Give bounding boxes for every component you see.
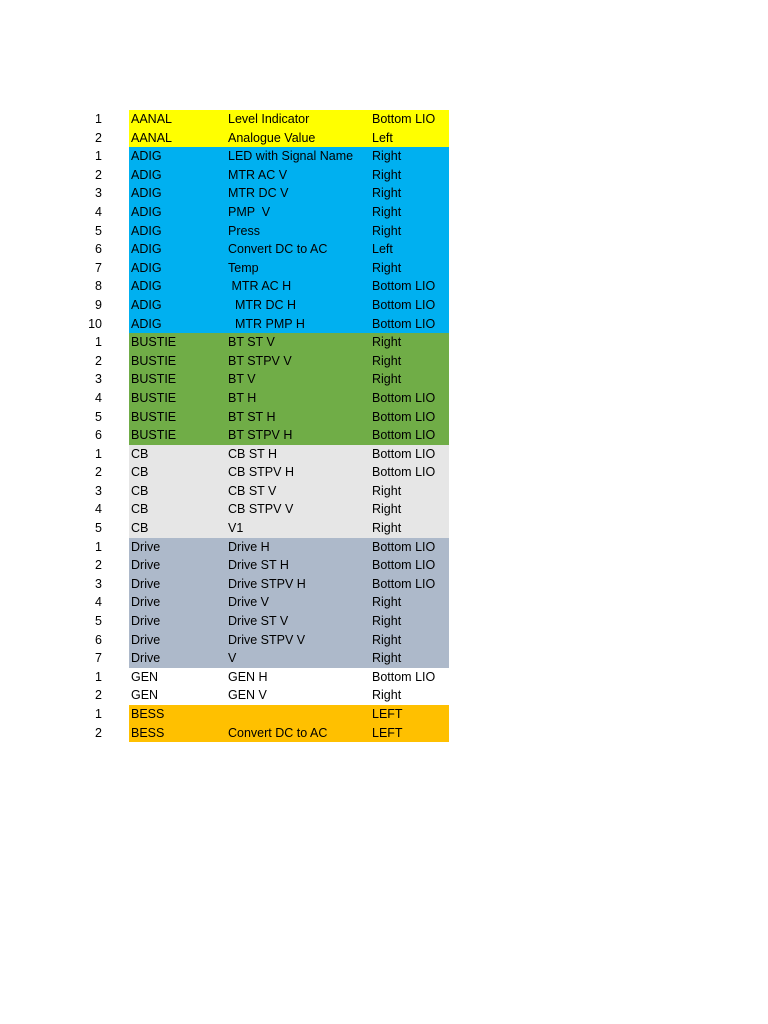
category-cell[interactable]: CB xyxy=(131,521,149,536)
category-cell[interactable]: AANAL xyxy=(131,130,172,145)
row-color-band xyxy=(129,129,449,148)
table-row xyxy=(88,315,449,334)
row-color-band xyxy=(129,389,449,408)
row-color-band xyxy=(129,315,449,334)
name-cell[interactable]: Press xyxy=(228,223,260,238)
row-number-cell[interactable]: 1 xyxy=(88,705,129,724)
name-cell[interactable]: BT V xyxy=(228,372,256,387)
row-color-band xyxy=(129,631,449,650)
name-cell[interactable]: Drive ST V xyxy=(228,614,289,629)
name-cell[interactable]: Analogue Value xyxy=(228,130,316,145)
table-row xyxy=(88,240,449,259)
table-row xyxy=(88,129,449,148)
row-color-band xyxy=(129,649,449,668)
row-number-cell[interactable]: 4 xyxy=(88,500,129,519)
position-cell[interactable]: Bottom LIO xyxy=(372,297,436,312)
row-number-cell[interactable]: 4 xyxy=(88,593,129,612)
category-cell[interactable]: Drive xyxy=(131,614,161,629)
row-color-band xyxy=(129,445,449,464)
row-color-band xyxy=(129,352,449,371)
category-cell[interactable]: CB xyxy=(131,465,149,480)
category-cell[interactable]: BUSTIE xyxy=(131,390,177,405)
row-number-cell[interactable]: 7 xyxy=(88,649,129,668)
row-color-band xyxy=(129,370,449,389)
row-number-cell[interactable]: 7 xyxy=(88,259,129,278)
row-number-cell[interactable]: 8 xyxy=(88,277,129,296)
row-color-band xyxy=(129,277,449,296)
category-cell[interactable]: ADIG xyxy=(131,186,162,201)
table-row xyxy=(88,166,449,185)
position-cell[interactable]: LEFT xyxy=(372,725,403,740)
category-cell[interactable]: ADIG xyxy=(131,167,162,182)
row-number-cell[interactable]: 2 xyxy=(88,686,129,705)
position-cell[interactable]: Left xyxy=(372,242,393,257)
name-cell[interactable]: GEN V xyxy=(228,688,267,703)
row-color-band xyxy=(129,259,449,278)
row-number-cell[interactable]: 4 xyxy=(88,203,129,222)
row-number-cell[interactable]: 2 xyxy=(88,724,129,743)
row-color-band xyxy=(129,500,449,519)
category-cell[interactable]: CB xyxy=(131,483,149,498)
position-cell[interactable]: Bottom LIO xyxy=(372,446,436,461)
position-cell[interactable]: Right xyxy=(372,632,402,647)
table-row xyxy=(88,519,449,538)
category-cell[interactable]: BUSTIE xyxy=(131,335,177,350)
row-number-cell[interactable]: 9 xyxy=(88,296,129,315)
name-cell[interactable]: Level Indicator xyxy=(228,112,310,126)
position-cell[interactable]: Bottom LIO xyxy=(372,576,436,591)
name-cell[interactable]: BT ST V xyxy=(228,335,275,350)
table-row xyxy=(88,705,449,724)
position-cell[interactable]: Bottom LIO xyxy=(372,669,436,684)
position-cell[interactable]: Right xyxy=(372,223,402,238)
name-cell[interactable]: V xyxy=(228,651,237,666)
position-cell[interactable]: Right xyxy=(372,335,402,350)
row-number-cell[interactable]: 6 xyxy=(88,631,129,650)
row-number-cell[interactable]: 2 xyxy=(88,166,129,185)
row-number-cell[interactable]: 1 xyxy=(88,538,129,557)
row-number-cell[interactable]: 6 xyxy=(88,426,129,445)
row-color-band xyxy=(129,240,449,259)
table-row xyxy=(88,500,449,519)
table-row xyxy=(88,259,449,278)
category-cell[interactable]: ADIG xyxy=(131,242,162,257)
row-color-band xyxy=(129,408,449,427)
row-number-cell[interactable]: 2 xyxy=(88,556,129,575)
category-cell[interactable]: BUSTIE xyxy=(131,409,177,424)
row-number-cell[interactable]: 10 xyxy=(88,315,129,334)
table-row xyxy=(88,333,449,352)
row-color-band xyxy=(129,556,449,575)
position-cell[interactable]: Right xyxy=(372,483,402,498)
name-cell[interactable]: Drive ST H xyxy=(228,558,289,573)
position-cell[interactable]: Right xyxy=(372,688,402,703)
table-row xyxy=(88,222,449,241)
name-cell[interactable]: Drive STPV V xyxy=(228,632,306,647)
name-cell[interactable]: V1 xyxy=(228,521,244,536)
category-cell[interactable]: Drive xyxy=(131,632,161,647)
row-number-cell[interactable]: 3 xyxy=(88,575,129,594)
row-number-cell[interactable]: 5 xyxy=(88,408,129,427)
table-row xyxy=(88,482,449,501)
category-cell[interactable]: AANAL xyxy=(131,112,172,126)
name-cell[interactable]: BT STPV V xyxy=(228,353,292,368)
row-number-cell[interactable]: 4 xyxy=(88,389,129,408)
position-cell[interactable]: Right xyxy=(372,651,402,666)
table-row xyxy=(88,370,449,389)
name-cell[interactable]: Drive V xyxy=(228,595,269,610)
row-color-band xyxy=(129,110,449,129)
table-row xyxy=(88,631,449,650)
category-cell[interactable]: Drive xyxy=(131,595,161,610)
position-cell[interactable]: Right xyxy=(372,167,402,182)
table-row xyxy=(88,203,449,222)
position-cell[interactable]: Bottom LIO xyxy=(372,112,436,126)
name-cell[interactable] xyxy=(227,705,369,724)
table-row xyxy=(88,445,449,464)
category-cell[interactable]: ADIG xyxy=(131,297,162,312)
position-cell[interactable]: Right xyxy=(372,502,402,517)
name-cell[interactable]: GEN H xyxy=(228,669,268,684)
name-cell[interactable]: Temp xyxy=(228,260,259,275)
row-color-band xyxy=(129,166,449,185)
name-cell[interactable]: LED with Signal Name xyxy=(228,149,354,164)
position-cell[interactable]: Bottom LIO xyxy=(372,316,436,331)
row-color-band xyxy=(129,333,449,352)
table-row xyxy=(88,147,449,166)
name-cell[interactable]: CB STPV V xyxy=(228,502,294,517)
row-color-band xyxy=(129,519,449,538)
name-cell[interactable]: MTR AC V xyxy=(228,167,288,182)
row-number-cell[interactable]: 5 xyxy=(88,519,129,538)
category-cell[interactable]: BUSTIE xyxy=(131,353,177,368)
row-number-cell[interactable]: 1 xyxy=(88,110,129,129)
name-cell[interactable]: Drive STPV H xyxy=(228,576,306,591)
table-row xyxy=(88,463,449,482)
row-color-band xyxy=(129,147,449,166)
position-cell[interactable]: Right xyxy=(372,186,402,201)
name-cell[interactable]: BT ST H xyxy=(228,409,276,424)
category-cell[interactable]: Drive xyxy=(131,651,161,666)
category-cell[interactable]: Drive xyxy=(131,558,161,573)
name-cell[interactable]: Drive H xyxy=(228,539,270,554)
table-row xyxy=(88,724,449,743)
table-row xyxy=(88,575,449,594)
position-cell[interactable]: Bottom LIO xyxy=(372,409,436,424)
name-cell[interactable]: CB ST V xyxy=(228,483,277,498)
position-cell[interactable]: Right xyxy=(372,372,402,387)
row-number-cell[interactable]: 2 xyxy=(88,129,129,148)
row-number-cell[interactable]: 2 xyxy=(88,352,129,371)
position-cell[interactable]: LEFT xyxy=(372,707,403,721)
position-cell[interactable]: Right xyxy=(372,353,402,368)
table-row xyxy=(88,277,449,296)
table-row xyxy=(88,296,449,315)
position-cell[interactable]: Right xyxy=(372,614,402,629)
category-cell[interactable]: BESS xyxy=(131,725,165,740)
row-number-cell[interactable]: 3 xyxy=(88,370,129,389)
position-cell[interactable]: Bottom LIO xyxy=(372,539,436,554)
row-color-band xyxy=(129,184,449,203)
row-color-band xyxy=(129,482,449,501)
row-number-cell[interactable]: 3 xyxy=(88,184,129,203)
position-cell[interactable]: Bottom LIO xyxy=(372,279,436,294)
name-cell[interactable]: BT STPV H xyxy=(228,428,293,443)
category-cell[interactable]: ADIG xyxy=(131,260,162,275)
name-cell[interactable]: CB ST H xyxy=(228,446,278,461)
table-row xyxy=(88,556,449,575)
position-cell[interactable]: Right xyxy=(372,260,402,275)
name-cell[interactable]: MTR DC H xyxy=(228,297,297,312)
row-color-band xyxy=(129,296,449,315)
row-number-cell[interactable]: 5 xyxy=(88,222,129,241)
name-cell[interactable]: MTR PMP H xyxy=(228,316,305,331)
row-number-cell[interactable]: 1 xyxy=(88,668,129,687)
position-cell[interactable]: Right xyxy=(372,595,402,610)
table-row xyxy=(88,668,449,687)
category-cell[interactable]: ADIG xyxy=(131,149,162,164)
category-cell[interactable]: ADIG xyxy=(131,204,162,219)
position-cell[interactable]: Bottom LIO xyxy=(372,465,436,480)
row-color-band xyxy=(129,538,449,557)
name-cell[interactable]: CB STPV H xyxy=(228,465,294,480)
table-row xyxy=(88,612,449,631)
row-color-band xyxy=(129,612,449,631)
row-number-cell[interactable]: 1 xyxy=(88,147,129,166)
row-color-band xyxy=(129,222,449,241)
category-cell[interactable]: ADIG xyxy=(131,279,162,294)
row-color-band xyxy=(129,426,449,445)
table-row xyxy=(88,649,449,668)
category-cell[interactable]: Drive xyxy=(131,539,161,554)
position-cell[interactable]: Left xyxy=(372,130,393,145)
table-row xyxy=(88,593,449,612)
position-cell[interactable]: Bottom LIO xyxy=(372,558,436,573)
name-cell[interactable]: PMP V xyxy=(228,204,271,219)
row-color-band xyxy=(129,463,449,482)
row-color-band xyxy=(129,203,449,222)
row-color-band xyxy=(129,668,449,687)
category-cell[interactable]: BESS xyxy=(131,707,165,721)
position-cell[interactable]: Right xyxy=(372,521,402,536)
spreadsheet-table xyxy=(88,110,449,742)
name-cell[interactable]: Convert DC to AC xyxy=(228,725,328,740)
category-cell[interactable]: BUSTIE xyxy=(131,372,177,387)
category-cell[interactable]: GEN xyxy=(131,688,159,703)
table-row xyxy=(88,389,449,408)
row-number-cell[interactable]: 6 xyxy=(88,240,129,259)
row-color-band xyxy=(129,686,449,705)
category-cell[interactable]: Drive xyxy=(131,576,161,591)
row-number-cell[interactable]: 3 xyxy=(88,482,129,501)
category-cell[interactable]: BUSTIE xyxy=(131,428,177,443)
table-row xyxy=(88,538,449,557)
row-color-band xyxy=(129,724,449,743)
table-row xyxy=(88,426,449,445)
table-row xyxy=(88,184,449,203)
category-cell[interactable]: CB xyxy=(131,502,149,517)
row-number-cell[interactable]: 5 xyxy=(88,612,129,631)
row-number-cell[interactable]: 1 xyxy=(88,333,129,352)
position-cell[interactable]: Bottom LIO xyxy=(372,390,436,405)
row-color-band xyxy=(129,593,449,612)
row-number-cell[interactable]: 2 xyxy=(88,463,129,482)
name-cell[interactable]: Convert DC to AC xyxy=(228,242,328,257)
category-cell[interactable]: CB xyxy=(131,446,149,461)
category-cell[interactable]: GEN xyxy=(131,669,159,684)
position-cell[interactable]: Right xyxy=(372,149,402,164)
name-cell[interactable]: MTR AC H xyxy=(228,279,292,294)
name-cell[interactable]: BT H xyxy=(228,390,257,405)
name-cell[interactable]: MTR DC V xyxy=(228,186,289,201)
table-row xyxy=(88,686,449,705)
category-cell[interactable]: ADIG xyxy=(131,223,162,238)
position-cell[interactable]: Right xyxy=(372,204,402,219)
row-color-band xyxy=(129,705,449,724)
position-cell[interactable]: Bottom LIO xyxy=(372,428,436,443)
row-color-band xyxy=(129,575,449,594)
table-row xyxy=(88,352,449,371)
table-row xyxy=(88,110,449,129)
table-row xyxy=(88,408,449,427)
row-number-cell[interactable]: 1 xyxy=(88,445,129,464)
category-cell[interactable]: ADIG xyxy=(131,316,162,331)
